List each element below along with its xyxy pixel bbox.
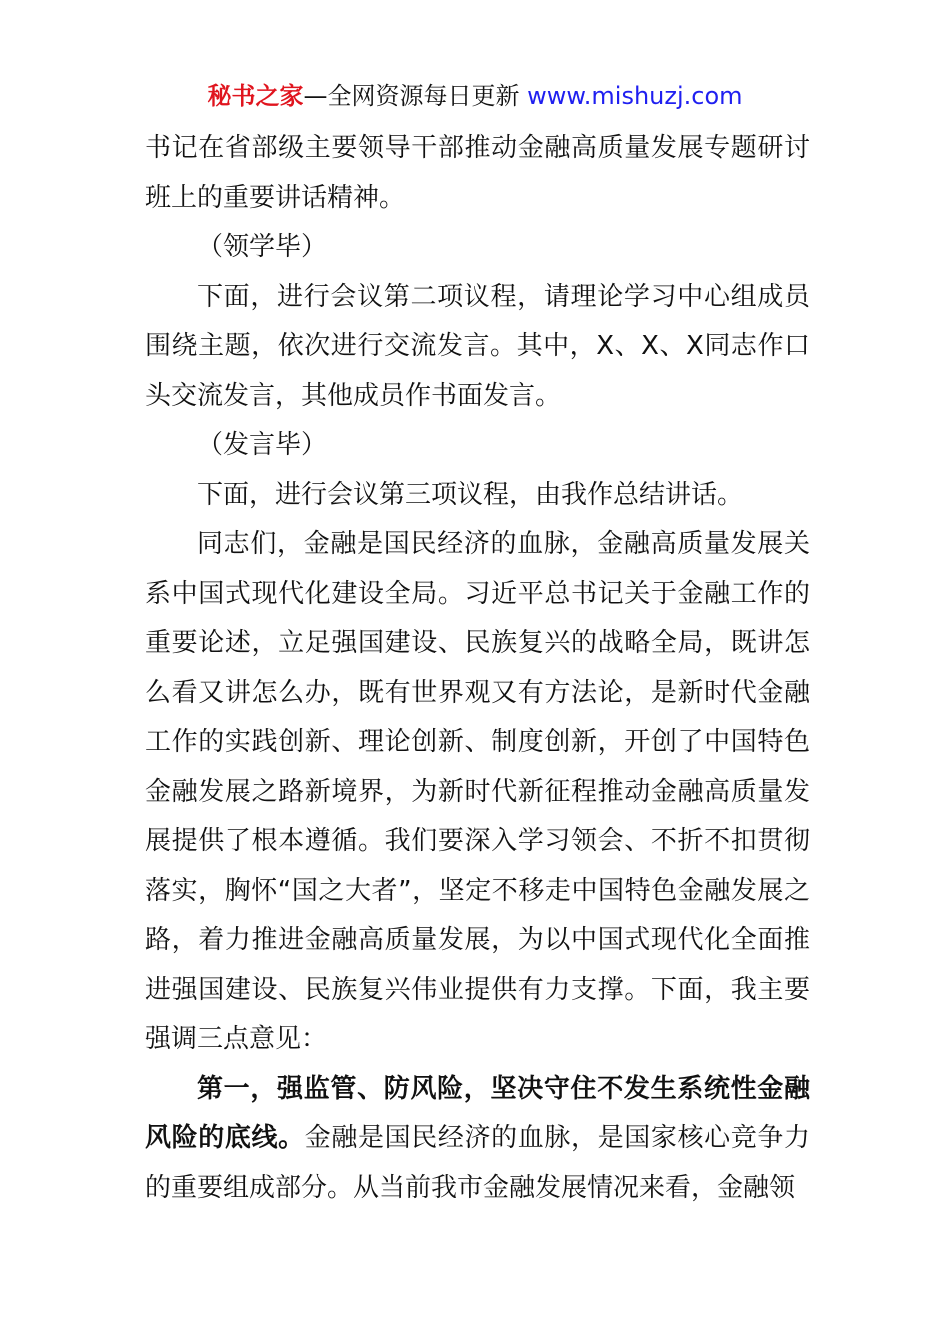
- point-one-heading: 第一，强监管、防风险，坚决守住不发生系统性金融风险的底线。: [145, 1073, 810, 1153]
- paragraph-continuation: 书记在省部级主要领导干部推动金融高质量发展专题研讨班上的重要讲话精神。: [145, 133, 810, 213]
- header-tagline: —全网资源每日更新: [303, 82, 528, 110]
- paragraph-note-study-done: （领学毕）: [197, 232, 328, 262]
- paragraph-agenda-three: 下面，进行会议第三项议程，由我作总结讲话。: [197, 479, 744, 510]
- document-body: [145, 124, 810, 1213]
- point-one-body: 金融是国民经济的血脉，是国家核心竞争力的重要组成部分。从当前我市金融发展情况来看，金融领: [145, 1123, 810, 1203]
- paragraph-agenda-two: 下面，进行会议第二项议程，请理论学习中心组成员围绕主题，依次进行交流发言。其中，X、X、X同志作口头交流发言，其他成员作书面发言。: [145, 281, 810, 411]
- paragraph-note-speech-done: （发言毕）: [197, 430, 328, 460]
- paragraph-speech-intro: 同志们，金融是国民经济的血脉，金融高质量发展关系中国式现代化建设全局。习近平总书记关于金融工作的重要论述，立足强国建设、民族复兴的战略全局，既讲怎么看又讲怎么办，既有世界观又有方法论，是新时代金融工作的实践创新、理论创新、制度创新，开创了中国特色金融发展之路新境界，为新时代新征程推动金融高质量发展提供了根本遵循。我们要深入学习领会、不折不扣贯彻落实，胸怀“国之大者”，坚定不移走中国特色金融发展之路，着力推进金融高质量发展，为以中国式现代化全面推进强国建设、民族复兴伟业提供有力支撑。下面，我主要强调三点意见：: [145, 529, 810, 1054]
- paragraph-point-one: [145, 1065, 810, 1214]
- site-watermark-header: [0, 78, 950, 114]
- brand-name: 秘书之家: [207, 82, 304, 110]
- site-url-link[interactable]: www.mishuzj.com: [527, 82, 743, 110]
